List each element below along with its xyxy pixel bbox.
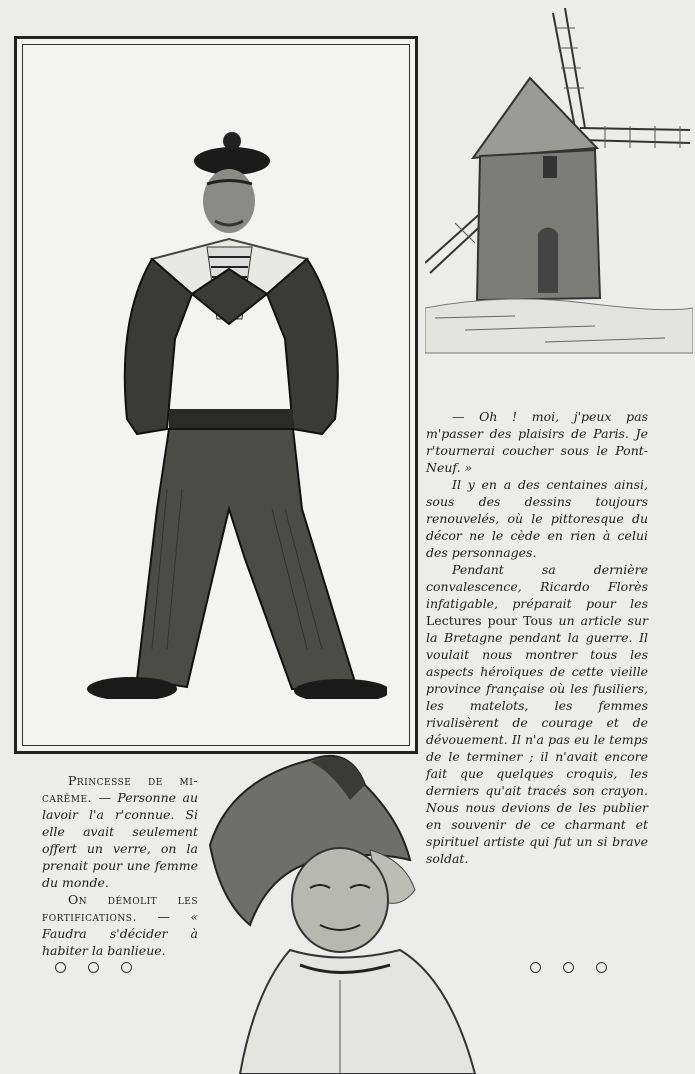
ornament-dot — [88, 962, 99, 973]
ornament-dot — [530, 962, 541, 973]
caption-princesse-body: Personne au lavoir l'a r'connue. Si elle avait seulement offert un verre, on la prenait pour une femme du monde. — [42, 790, 198, 890]
caption-dash: — — [92, 790, 118, 805]
ornament-dot — [121, 962, 132, 973]
caption-left — [42, 772, 198, 959]
ornament-dots-right — [530, 962, 607, 973]
sailor-frame — [14, 36, 418, 754]
ornament-dots-left — [55, 962, 132, 973]
magazine-name: Lectures pour Tous — [426, 613, 553, 628]
paragraph-pont-neuf: — Oh ! moi, j'peux pas m'passer des plaisirs de Paris. Je r'tournerai coucher sous le Pont-Neuf. » — [426, 409, 648, 475]
breton-woman-drawing — [200, 740, 480, 1074]
caption-fortifications-body: « Faudra s'décider à habiter la banlieue. — [42, 909, 198, 958]
ornament-dot — [596, 962, 607, 973]
caption-princesse — [42, 772, 198, 891]
paragraph-flores-end: un article sur la Bretagne pendant la guerre. Il voulait nous montrer tous les aspects héroïques de cette vieille province française où les fusiliers, les matelots, les femmes rivalisèrent de courage et de dévouement. Il n'a pas eu le temps de le terminer ; il n'avait encore fait que quelques croquis, les derniers qu'ait tracés son crayon. Nous nous devions de les publier en souvenir de ce charmant et spirituel artiste qui fut un si brave soldat. — [426, 613, 648, 866]
ornament-dot — [563, 962, 574, 973]
caption-fortifications — [42, 891, 198, 959]
paragraph-flores-start: Pendant sa dernière convalescence, Ricardo Florès infatigable, préparait pour les — [426, 562, 648, 611]
caption-dash: — — [136, 909, 191, 924]
sailor-drawing — [57, 89, 387, 699]
windmill-drawing — [425, 8, 693, 373]
ornament-dot — [55, 962, 66, 973]
paragraph-centaines: Il y en a des centaines ainsi, sous des dessins toujours renouvelés, où le pittoresque du décor ne le cède en rien à celui des personnages. — [426, 477, 648, 560]
caption-princesse-title: Princesse de mi-carême. — [42, 773, 198, 805]
caption-fortifications-title: On démolit les fortifications. — [42, 892, 198, 924]
